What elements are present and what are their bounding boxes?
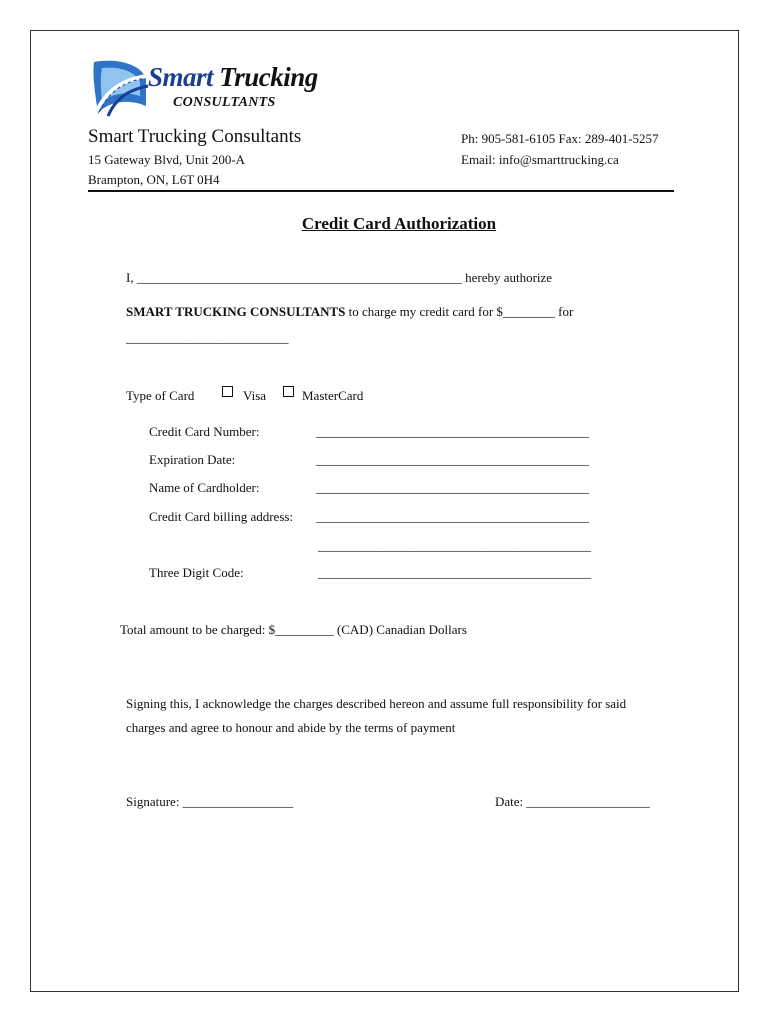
form-title: Credit Card Authorization bbox=[301, 214, 497, 233]
auth-suffix: hereby authorize bbox=[465, 270, 553, 285]
purpose-blank[interactable]: _________________________ bbox=[126, 330, 289, 345]
charge-line bbox=[126, 304, 573, 320]
billing-address-blank[interactable]: __________________________________________ bbox=[316, 509, 589, 524]
total-amount-line[interactable]: Total amount to be charged: $_________ (CAD) Canadian Dollars bbox=[120, 622, 467, 637]
date-line[interactable]: Date: ___________________ bbox=[495, 794, 650, 809]
phone-fax: Ph: 905-581-6105 Fax: 289-401-5257 bbox=[461, 131, 659, 146]
billing-address-blank-2[interactable]: __________________________________________ bbox=[318, 538, 591, 553]
acknowledgement-line-2: charges and agree to honour and abide by the terms of payment bbox=[126, 720, 456, 735]
address-line-2: Brampton, ON, L6T 0H4 bbox=[88, 172, 220, 187]
type-of-card-label: Type of Card bbox=[126, 388, 195, 403]
mastercard-label: MasterCard bbox=[302, 388, 364, 403]
billing-address-label: Credit Card billing address: bbox=[149, 509, 294, 524]
email: Email: info@smarttrucking.ca bbox=[461, 152, 619, 167]
card-number-blank[interactable]: __________________________________________ bbox=[316, 424, 589, 439]
logo-brand-text: Smart Trucking bbox=[148, 62, 318, 92]
cardholder-name-blank[interactable]: __________________________________________________ bbox=[136, 270, 462, 285]
cardholder-field-blank[interactable]: __________________________________________ bbox=[316, 480, 589, 495]
three-digit-code-blank[interactable]: __________________________________________ bbox=[318, 565, 591, 580]
company-caps: SMART TRUCKING CONSULTANTS bbox=[126, 304, 346, 319]
address-line-1: 15 Gateway Blvd, Unit 200-A bbox=[88, 152, 246, 167]
visa-label: Visa bbox=[243, 388, 267, 403]
card-number-label: Credit Card Number: bbox=[149, 424, 260, 439]
logo-subtitle: CONSULTANTS bbox=[173, 95, 276, 110]
expiration-date-label: Expiration Date: bbox=[149, 452, 236, 467]
expiration-date-blank[interactable]: __________________________________________ bbox=[316, 452, 589, 467]
header-divider bbox=[88, 190, 674, 192]
charge-text[interactable]: to charge my credit card for $________ for bbox=[348, 304, 574, 319]
company-name: Smart Trucking Consultants bbox=[88, 126, 302, 147]
acknowledgement-line-1: Signing this, I acknowledge the charges described hereon and assume full responsibility for said bbox=[126, 696, 627, 711]
visa-checkbox[interactable] bbox=[222, 386, 233, 397]
authorization-line bbox=[126, 270, 552, 286]
signature-line[interactable]: Signature: _________________ bbox=[126, 794, 294, 809]
three-digit-code-label: Three Digit Code: bbox=[149, 565, 244, 580]
cardholder-name-label: Name of Cardholder: bbox=[149, 480, 260, 495]
auth-prefix: I, bbox=[126, 270, 134, 285]
mastercard-checkbox[interactable] bbox=[283, 386, 294, 397]
